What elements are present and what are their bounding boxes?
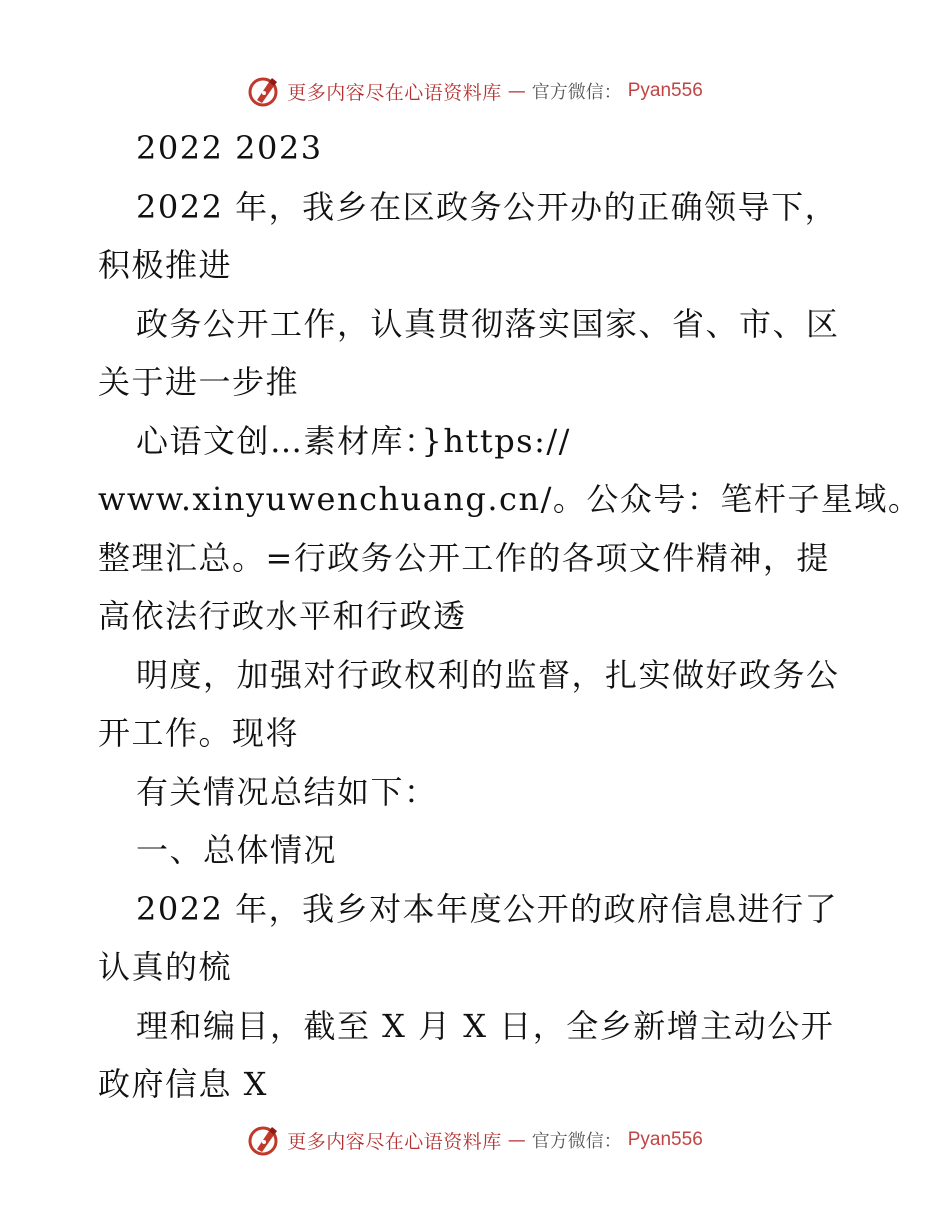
footer-banner-wechat-id: Pyan556 bbox=[627, 1129, 703, 1150]
document-line: 心语文创…素材库：}https:// bbox=[136, 421, 571, 460]
footer-banner-wechat-label: 官方微信： bbox=[531, 1131, 622, 1152]
header-banner bbox=[0, 71, 950, 111]
header-banner-text: 更多内容尽在心语资料库 bbox=[287, 81, 502, 104]
document-line: 高依法行政水平和行政透 bbox=[98, 597, 467, 635]
section-heading: 一、总体情况 bbox=[136, 831, 338, 869]
document-line: 积极推进 bbox=[98, 246, 233, 284]
document-line: 政府信息 X bbox=[98, 1065, 268, 1103]
document-line: 有关情况总结如下： bbox=[136, 772, 438, 811]
document-line: 整理汇总。=行政务公开工作的各项文件精神，提 bbox=[98, 538, 830, 577]
footer-banner-content bbox=[247, 1123, 703, 1157]
document-line: 2022 年，我乡在区政务公开办的正确领导下， bbox=[136, 187, 839, 226]
document-line: 2022 年，我乡对本年度公开的政府信息进行了 bbox=[136, 889, 839, 928]
document-line: 2022 2023 bbox=[136, 129, 323, 167]
document-line: 开工作。现将 bbox=[98, 714, 300, 752]
header-banner-wechat-id: Pyan556 bbox=[627, 80, 703, 101]
document-line: www.xinyuwenchuang.cn/。公众号：笔杆子星域。 bbox=[98, 480, 922, 518]
header-banner-wechat-label: 官方微信： bbox=[531, 82, 622, 103]
pen-nib-logo-icon bbox=[247, 74, 281, 108]
footer-banner bbox=[0, 1120, 950, 1160]
header-banner-dash: — bbox=[507, 80, 526, 102]
document-body bbox=[98, 119, 922, 1114]
header-banner-content bbox=[247, 74, 703, 108]
document-line: 关于进一步推 bbox=[98, 363, 300, 401]
footer-banner-dash: — bbox=[507, 1129, 526, 1151]
footer-banner-text: 更多内容尽在心语资料库 bbox=[287, 1130, 502, 1153]
document-line: 认真的梳 bbox=[98, 948, 233, 986]
pen-nib-logo-icon bbox=[247, 1123, 281, 1157]
document-line: 理和编目，截至 X 月 X 日，全乡新增主动公开 bbox=[136, 1006, 835, 1045]
document-line: 明度，加强对行政权利的监督，扎实做好政务公 bbox=[136, 655, 840, 694]
document-line: 政务公开工作，认真贯彻落实国家、省、市、区 bbox=[136, 304, 840, 343]
